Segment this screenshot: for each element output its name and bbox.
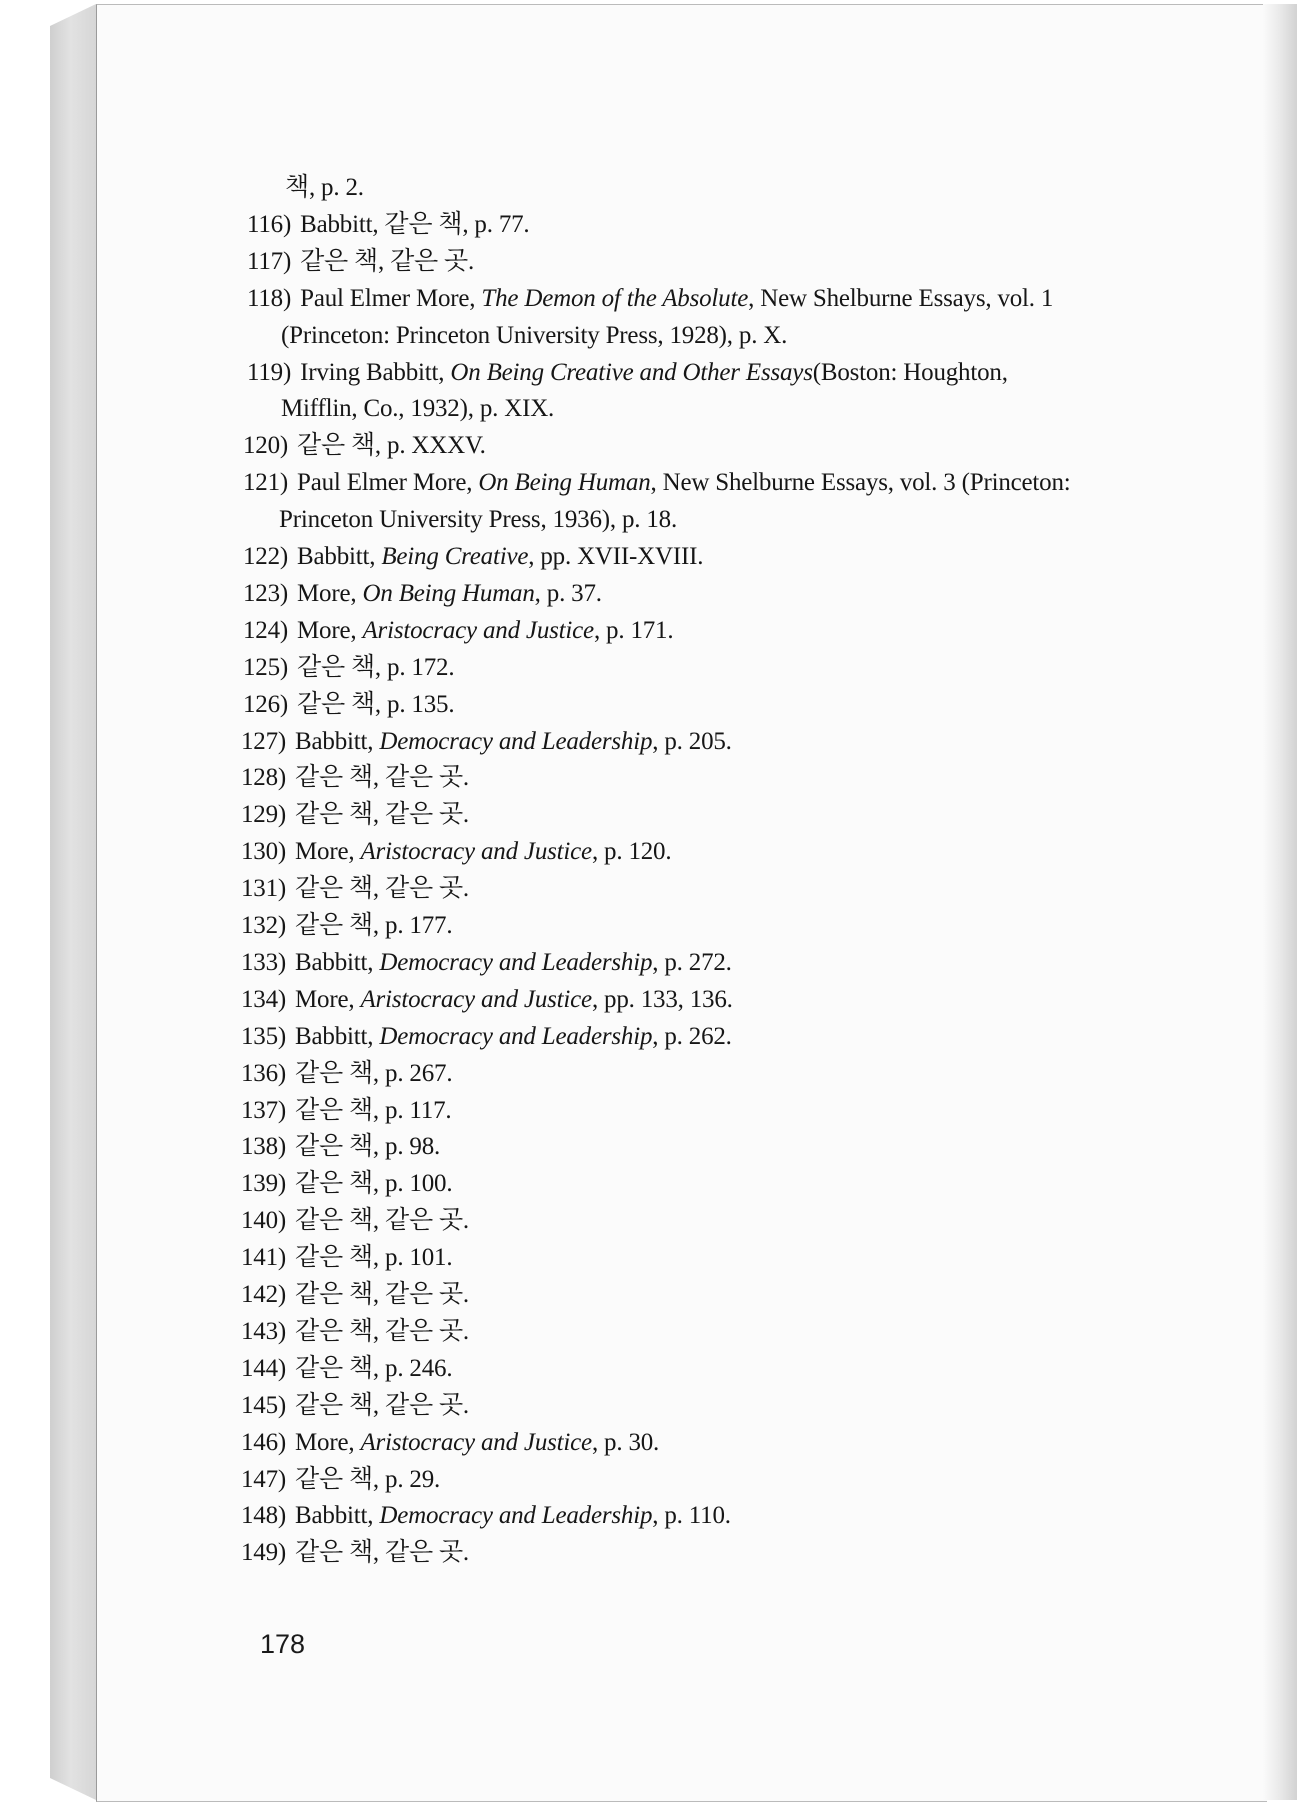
footnote-text: 같은 책, p. 135. xyxy=(297,691,455,718)
footnote-line xyxy=(241,836,671,868)
footnote-number: 128) xyxy=(241,764,287,791)
footnote-text: 같은 책, 같은 곳. xyxy=(295,1539,469,1566)
footnote-book-title: Being Creative xyxy=(381,543,529,570)
footnote-number: 132) xyxy=(241,912,287,939)
footnote-number: 124) xyxy=(243,617,289,644)
footnote-book-title: On Being Human xyxy=(478,469,651,496)
footnote-book-title: Aristocracy and Justice xyxy=(362,617,594,644)
footnote-text: Babbitt, xyxy=(297,543,382,570)
footnote-text: 같은 책, 같은 곳. xyxy=(295,1281,469,1308)
footnote-text: 같은 책, p. XXXV. xyxy=(297,432,486,459)
footnote-line xyxy=(243,541,703,573)
footnote-line xyxy=(241,910,452,942)
footnote-line xyxy=(241,1316,469,1348)
footnote-text: 같은 책, 같은 곳. xyxy=(295,764,469,791)
footnote-number: 122) xyxy=(243,543,289,570)
footnote-line xyxy=(247,283,1053,315)
footnote-text: 책, p. 2. xyxy=(285,174,364,201)
footnote-text: Irving Babbitt, xyxy=(300,359,451,386)
footnote-line xyxy=(281,320,787,352)
footnote-text: Babbitt, 같은 책, p. 77. xyxy=(300,211,530,238)
footnote-text-tail: , p. 37. xyxy=(534,580,602,607)
footnote-line xyxy=(241,1353,452,1385)
footnote-line xyxy=(285,172,364,204)
footnote-number: 123) xyxy=(243,580,289,607)
footnote-text: 같은 책, p. 101. xyxy=(295,1244,453,1271)
footnote-number: 127) xyxy=(241,728,287,755)
footnote-number: 147) xyxy=(241,1466,287,1493)
footnote-book-title: Democracy and Leadership xyxy=(379,949,653,976)
footnote-line xyxy=(243,578,602,610)
footnote-text-tail: , New Shelburne Essays, vol. 1 xyxy=(748,285,1054,312)
footnote-text-tail: , pp. 133, 136. xyxy=(591,986,733,1013)
footnote-text: More, xyxy=(295,1429,361,1456)
footnote-number: 146) xyxy=(241,1429,287,1456)
footnote-line xyxy=(243,467,1071,499)
footnote-number: 141) xyxy=(241,1244,287,1271)
footnote-text-tail: , p. 272. xyxy=(652,949,732,976)
footnote-text: Princeton University Press, 1936), p. 18. xyxy=(279,506,678,533)
footnote-number: 116) xyxy=(247,211,292,238)
footnote-line xyxy=(243,652,454,684)
footnote-number: 126) xyxy=(243,691,289,718)
footnote-text-tail: , New Shelburne Essays, vol. 3 (Princeton: xyxy=(650,469,1071,496)
footnote-text: 같은 책, p. 100. xyxy=(295,1170,453,1197)
footnote-line xyxy=(241,1427,659,1459)
footnote-line xyxy=(241,1279,469,1311)
footnote-line xyxy=(241,1021,732,1053)
footnote-number: 142) xyxy=(241,1281,287,1308)
book-spine xyxy=(50,4,96,1800)
footnote-line xyxy=(241,1390,469,1422)
footnote-text: 같은 책, p. 267. xyxy=(295,1060,453,1087)
footnote-text: 같은 책, 같은 곳. xyxy=(295,1318,469,1345)
footnote-number: 135) xyxy=(241,1023,287,1050)
footnote-number: 129) xyxy=(241,801,287,828)
footnote-book-title: The Demon of the Absolute xyxy=(481,285,749,312)
footnote-number: 139) xyxy=(241,1170,287,1197)
footnote-book-title: Democracy and Leadership xyxy=(379,1502,653,1529)
footnote-line xyxy=(243,615,673,647)
footnote-book-title: Aristocracy and Justice xyxy=(360,838,592,865)
footnote-text: Babbitt, xyxy=(295,949,380,976)
footnote-text: 같은 책, p. 29. xyxy=(295,1466,441,1493)
footnote-text-tail: , pp. XVII-XVIII. xyxy=(528,543,704,570)
footnote-number: 120) xyxy=(243,432,289,459)
footnote-text: 같은 책, p. 246. xyxy=(295,1355,453,1382)
footnote-text: More, xyxy=(297,617,363,644)
footnote-text: 같은 책, 같은 곳. xyxy=(295,875,469,902)
footnote-text: More, xyxy=(295,986,361,1013)
footnote-text: Babbitt, xyxy=(295,1502,380,1529)
footnote-text: More, xyxy=(295,838,361,865)
footnote-number: 117) xyxy=(247,248,292,275)
footnote-text: 같은 책, p. 172. xyxy=(297,654,455,681)
footnote-text-tail: , p. 110. xyxy=(652,1502,731,1529)
footnote-number: 125) xyxy=(243,654,289,681)
footnote-text: (Princeton: Princeton University Press, 1928), p. X. xyxy=(281,322,788,349)
footnote-book-title: Aristocracy and Justice xyxy=(360,986,592,1013)
footnote-line xyxy=(241,1095,451,1127)
footnote-line xyxy=(241,1205,469,1237)
footnote-number: 140) xyxy=(241,1207,287,1234)
footnote-line xyxy=(243,430,486,462)
footnote-text: 같은 책, p. 177. xyxy=(295,912,453,939)
footnote-number: 119) xyxy=(247,359,292,386)
footnote-text-tail: , p. 205. xyxy=(652,728,732,755)
footnote-line xyxy=(241,1168,452,1200)
footnote-line xyxy=(247,209,529,241)
footnote-line xyxy=(241,984,733,1016)
footnote-number: 134) xyxy=(241,986,287,1013)
footnote-line xyxy=(241,947,732,979)
footnote-line xyxy=(247,246,474,278)
footnote-book-title: On Being Creative and Other Essays xyxy=(450,359,813,386)
footnote-text: Babbitt, xyxy=(295,1023,380,1050)
footnote-text: 같은 책, 같은 곳. xyxy=(295,801,469,828)
footnote-text: 같은 책, p. 117. xyxy=(295,1097,452,1124)
footnote-line xyxy=(241,1242,452,1274)
footnote-text-tail: , p. 30. xyxy=(591,1429,660,1456)
page-number: 178 xyxy=(260,1629,306,1659)
footnote-line xyxy=(281,393,554,425)
footnote-text: 같은 책, 같은 곳. xyxy=(295,1207,469,1234)
footnote-text: Paul Elmer More, xyxy=(297,469,479,496)
footnote-number: 121) xyxy=(243,469,289,496)
footnote-text: Paul Elmer More, xyxy=(300,285,482,312)
footnote-book-title: Democracy and Leadership xyxy=(379,1023,653,1050)
footnote-line xyxy=(243,689,454,721)
footnote-number: 118) xyxy=(247,285,292,312)
footnote-number: 138) xyxy=(241,1133,287,1160)
footnote-number: 143) xyxy=(241,1318,287,1345)
page-edge-shadow xyxy=(1263,4,1297,1800)
footnote-text: Babbitt, xyxy=(295,728,380,755)
footnote-text: 같은 책, p. 98. xyxy=(295,1133,441,1160)
footnote-number: 130) xyxy=(241,838,287,865)
footnote-line xyxy=(241,726,732,758)
footnote-number: 137) xyxy=(241,1097,287,1124)
footnote-number: 136) xyxy=(241,1060,287,1087)
footnote-text-tail: , p. 120. xyxy=(591,838,672,865)
footnote-number: 133) xyxy=(241,949,287,976)
footnote-text: More, xyxy=(297,580,363,607)
footnote-line xyxy=(241,762,469,794)
footnote-line xyxy=(241,1058,452,1090)
footnote-number: 148) xyxy=(241,1502,287,1529)
footnote-line xyxy=(241,873,469,905)
footnote-number: 144) xyxy=(241,1355,287,1382)
footnote-line xyxy=(241,1500,731,1532)
footnote-line xyxy=(241,1537,469,1569)
footnote-book-title: Aristocracy and Justice xyxy=(360,1429,592,1456)
footnote-line xyxy=(279,504,677,536)
footnote-text: 같은 책, 같은 곳. xyxy=(295,1392,469,1419)
footnote-text-tail: , p. 262. xyxy=(652,1023,732,1050)
footnote-text: Mifflin, Co., 1932), p. XIX. xyxy=(281,395,555,422)
footnote-line xyxy=(247,357,1008,389)
footnote-book-title: Democracy and Leadership xyxy=(379,728,653,755)
footnote-number: 131) xyxy=(241,875,287,902)
footnote-number: 149) xyxy=(241,1539,287,1566)
footnote-line xyxy=(241,1464,440,1496)
footnote-number: 145) xyxy=(241,1392,287,1419)
footnote-text-tail: (Boston: Houghton, xyxy=(812,359,1008,386)
footnote-line xyxy=(241,1131,440,1163)
footnote-text-tail: , p. 171. xyxy=(593,617,674,644)
footnote-line xyxy=(241,799,469,831)
footnote-text: 같은 책, 같은 곳. xyxy=(300,248,475,275)
footnote-book-title: On Being Human xyxy=(362,580,535,607)
